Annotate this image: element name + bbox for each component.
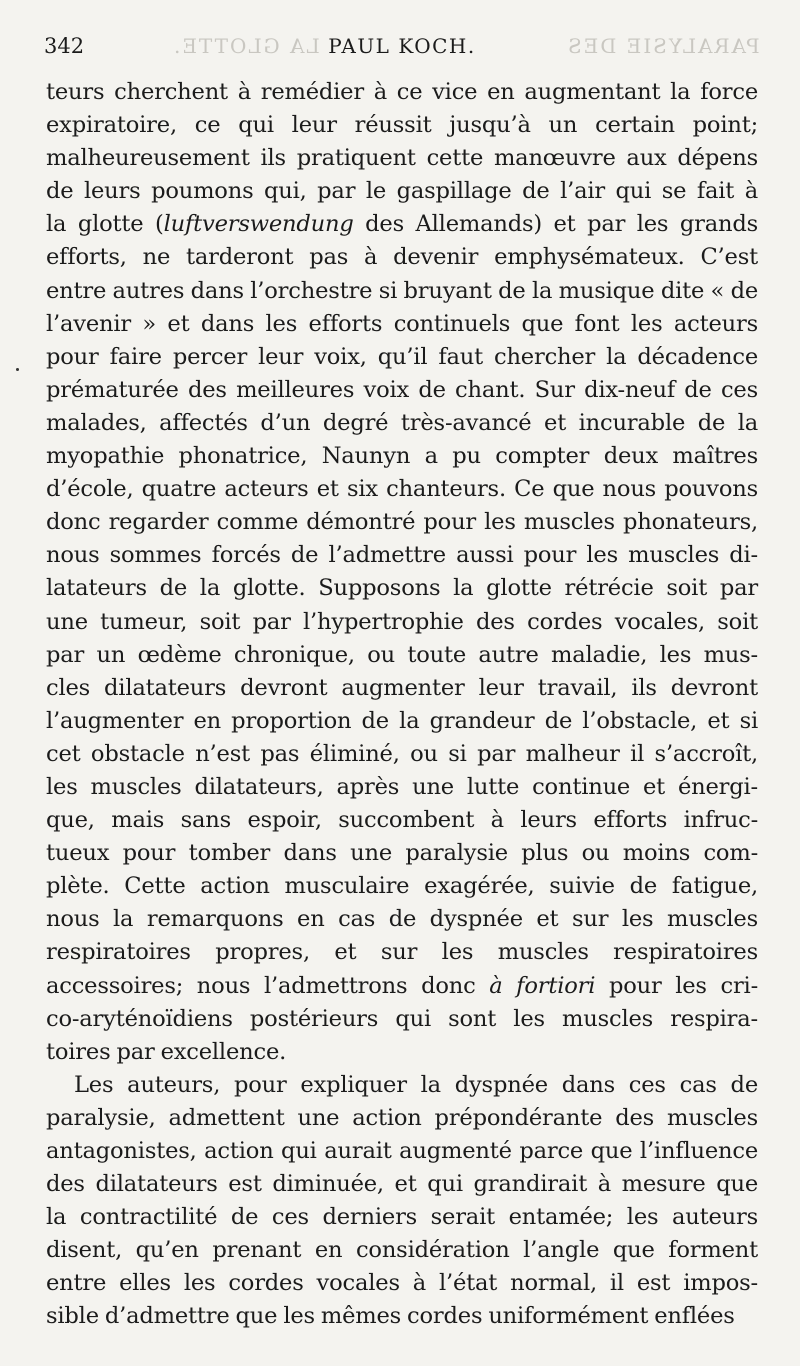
text-segment: des Allemands) et par les grands — [353, 211, 758, 238]
bleed-through-text-left: LA GLOTTE. — [172, 34, 320, 58]
text-line — [46, 407, 758, 440]
text-line — [46, 1168, 758, 1201]
text-segment: entre autres dans l’orchestre si bruyant de la musique dite « de — [46, 277, 758, 304]
running-head: PAUL KOCH. — [328, 34, 476, 58]
text-segment: cles dilatateurs devront augmenter leur travail, ils devront — [46, 674, 758, 701]
text-segment: antagonistes, action qui aurait augmenté parce que l’influence — [46, 1138, 758, 1164]
text-line — [46, 738, 758, 771]
text-segment: tueux pour tomber dans une paralysie plus ou moins com- — [46, 840, 758, 867]
text-line — [46, 308, 758, 341]
text-segment: pour faire percer leur voix, qu’il faut chercher la décadence — [46, 343, 758, 370]
text-segment: les muscles dilatateurs, après une lutte continue et énergi- — [46, 773, 758, 800]
text-line — [46, 76, 758, 109]
margin-speck — [16, 368, 19, 371]
italic-text: luftverswendung — [163, 211, 354, 238]
text-line — [46, 1135, 758, 1168]
text-segment: teurs cherchent à remédier à ce vice en augmentant la force — [46, 79, 758, 105]
text-segment: donc regarder comme démontré pour les muscles phonateurs, — [46, 509, 758, 536]
text-segment: la glotte ( — [46, 211, 164, 238]
text-segment: nous sommes forcés de l’admettre aussi pour les muscles di- — [46, 542, 758, 569]
text-line — [46, 506, 758, 539]
text-line — [46, 903, 758, 936]
text-line — [46, 1003, 758, 1036]
text-line — [46, 374, 758, 407]
text-segment: sible d’admettre que les mêmes cordes uniformément enflées — [46, 1303, 735, 1330]
text-segment: de leurs poumons qui, par le gaspillage de l’air qui se fait à — [46, 178, 758, 205]
text-segment: la contractilité de ces derniers serait entamée; les auteurs — [46, 1204, 758, 1231]
text-line — [46, 1300, 758, 1333]
page-header — [44, 34, 760, 64]
italic-text: à fortiori — [489, 972, 596, 999]
text-line — [46, 440, 758, 473]
text-line — [46, 241, 758, 274]
text-line — [46, 606, 758, 639]
text-line — [46, 539, 758, 572]
text-line — [46, 639, 758, 672]
text-line — [46, 1201, 758, 1234]
text-segment: que, mais sans espoir, succombent à leurs efforts infruc- — [46, 807, 758, 834]
text-segment: malheureusement ils pratiquent cette manœuvre aux dépens — [46, 145, 758, 172]
text-segment: disent, qu’en prenant en considération l’angle que forment — [46, 1237, 758, 1264]
text-line — [46, 1267, 758, 1300]
text-segment: l’avenir » et dans les efforts continuels que font les acteurs — [46, 310, 758, 337]
text-line — [46, 142, 758, 175]
text-segment: malades, affectés d’un degré très-avancé et incurable de la — [46, 409, 758, 436]
text-line — [46, 837, 758, 870]
text-segment: expiratoire, ce qui leur réussit jusqu’à un certain point; — [46, 112, 758, 139]
text-segment: co-aryténoïdiens postérieurs qui sont les muscles respira- — [46, 1005, 758, 1032]
text-segment: respiratoires propres, et sur les muscles respiratoires — [46, 939, 758, 966]
text-segment: des dilatateurs est diminuée, et qui grandirait à mesure que — [46, 1171, 758, 1198]
text-line — [46, 771, 758, 804]
text-line — [46, 175, 758, 208]
body-text — [46, 76, 758, 1334]
text-segment: paralysie, admettent une action prépondérante des muscles — [46, 1104, 758, 1131]
text-segment: plète. Cette action musculaire exagérée, suivie de fatigue, — [46, 873, 758, 900]
text-line — [46, 804, 758, 837]
text-segment: cet obstacle n’est pas éliminé, ou si par malheur il s’accroît, — [46, 740, 758, 767]
text-segment: l’augmenter en proportion de la grandeur de l’obstacle, et si — [46, 707, 758, 734]
text-line — [46, 208, 758, 241]
text-line — [46, 1069, 758, 1102]
text-line — [46, 936, 758, 969]
text-line — [46, 1234, 758, 1267]
text-line — [46, 970, 758, 1003]
text-segment: latateurs de la glotte. Supposons la glotte rétrécie soit par — [46, 575, 758, 602]
text-line — [46, 473, 758, 506]
text-segment: nous la remarquons en cas de dyspnée et sur les muscles — [46, 906, 758, 933]
text-segment: myopathie phonatrice, Naunyn a pu compter deux maîtres — [46, 443, 758, 470]
text-line — [46, 109, 758, 142]
text-segment: par un œdème chronique, ou toute autre maladie, les mus- — [46, 641, 758, 668]
text-line — [46, 572, 758, 605]
text-line — [46, 1102, 758, 1135]
text-segment: accessoires; nous l’admettrons donc — [46, 972, 490, 999]
text-line — [46, 705, 758, 738]
text-segment: efforts, ne tarderont pas à devenir emphysémateux. C’est — [46, 244, 758, 271]
page-number: 342 — [44, 34, 85, 58]
text-line — [46, 870, 758, 903]
text-line — [46, 341, 758, 374]
text-line — [46, 672, 758, 705]
text-segment: entre elles les cordes vocales à l’état normal, il est impos- — [46, 1270, 758, 1297]
text-segment: Les auteurs, pour expliquer la dyspnée dans ces cas de — [74, 1071, 758, 1098]
text-line — [46, 1036, 758, 1069]
text-line — [46, 275, 758, 308]
text-segment: une tumeur, soit par l’hypertrophie des cordes vocales, soit — [46, 608, 758, 635]
text-segment: pour les cri- — [595, 972, 759, 999]
bleed-through-text-right: PARALYSIE DES — [566, 34, 760, 58]
text-segment: d’école, quatre acteurs et six chanteurs. Ce que nous pouvons — [46, 476, 758, 503]
text-segment: prématurée des meilleures voix de chant. Sur dix-neuf de ces — [46, 376, 758, 403]
text-segment: toires par excellence. — [46, 1038, 287, 1065]
